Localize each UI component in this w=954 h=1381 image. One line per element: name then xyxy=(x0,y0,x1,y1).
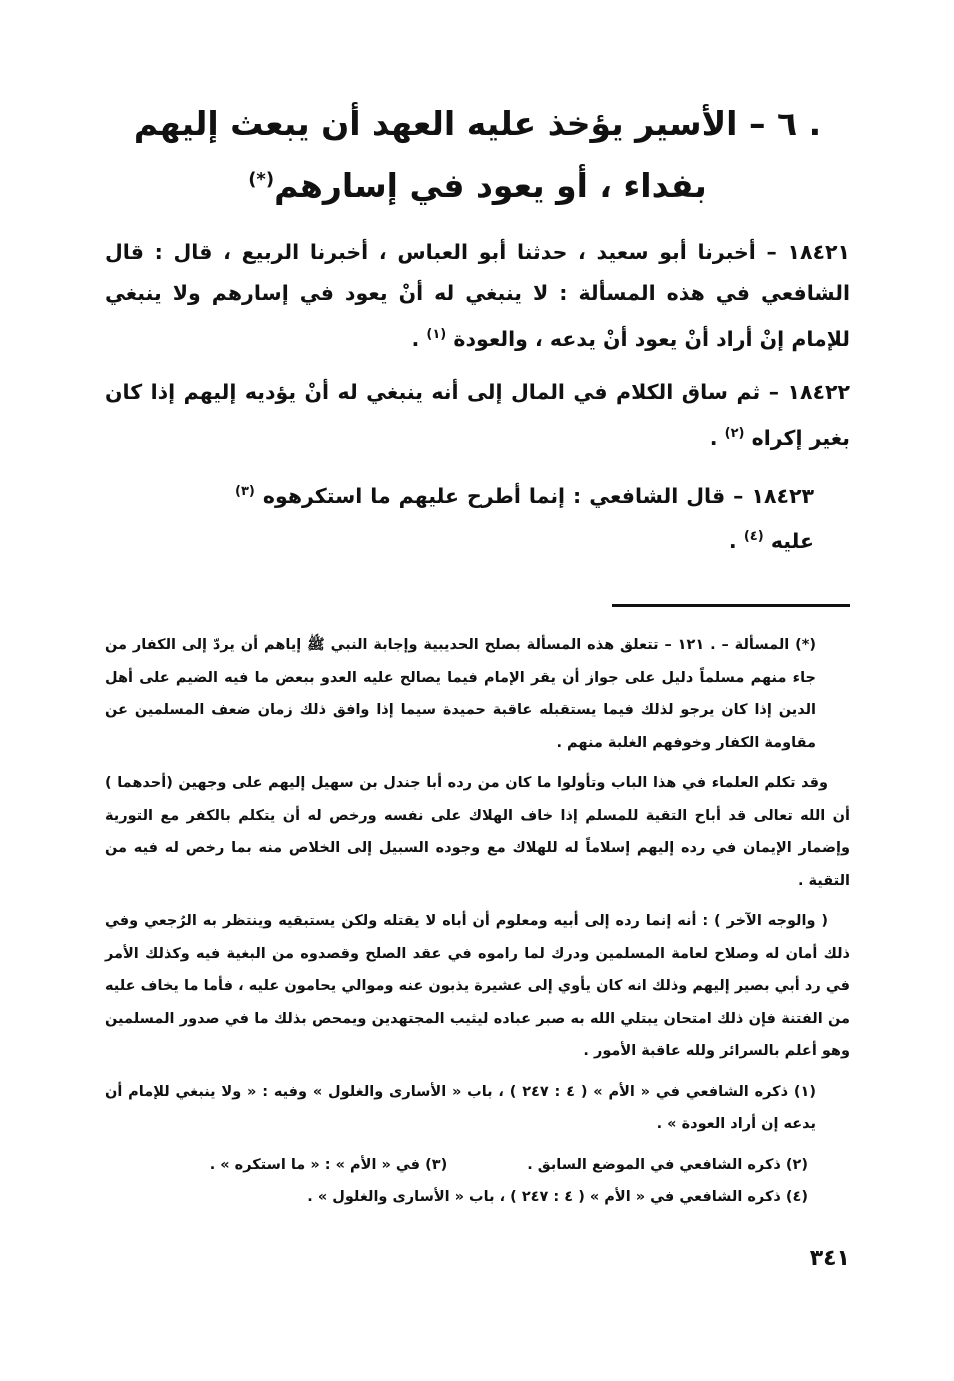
book-page xyxy=(105,96,850,1213)
paragraph-18422-text: ١٨٤٢٢ – ثم ساق الكلام في المال إلى أنه ينبغي له أنْ يؤديه إليهم إذا كان بغير إكراه xyxy=(105,379,850,450)
footnote-scholars-text: وقد تكلم العلماء في هذا الباب وتأولوا ما كان من رده أبا جندل بن سهيل إليهم على وجهين (أحدهما ) أن الله تعالى قد أباح التقية للمسلم إذا خاف الهلاك على نفسه ورخص له أن يتكلم بالكفر مع التورية وإضمار الإيمان في رده إليهم إسلاماً له للهلاك مع وجوده السبيل إلى الخلاص منه بما رخص له فيه من التقية . xyxy=(105,775,850,889)
footnote-2: (٢) ذكره الشافعي في الموضع السابق . xyxy=(527,1156,808,1173)
footnote-ref-1: (١) xyxy=(426,327,447,342)
footnote-star: (*) المسألة – . ١٢١ – تتعلق هذه المسألة بصلح الحديبية وإجابة النبي ﷺ إياهم أن يردّ إلى الكفار من جاء منهم مسلماً دليل على جواز أن يقر الإمام فيما يصالح عليه العدو ببعض ما فيه الضيم على أهل الدين إذا كان يرجو لذلك فيما يستقبله عاقبة حميدة سيما إذا وافق ذلك زمان ضعف المسلمين عن مقاومة الكفار وخوفهم الغلبة منهم . xyxy=(105,637,816,751)
paragraph-18423-text-2: عليه xyxy=(770,529,814,554)
footnote-4: (٤) ذكره الشافعي في « الأم » ( ٤ : ٢٤٧ ) ، باب « الأسارى والغلول » . xyxy=(307,1188,808,1205)
footnote-3: (٣) في « الأم » : « ما استكره » . xyxy=(209,1156,448,1173)
footnote-1: (١) ذكره الشافعي في « الأم » ( ٤ : ٢٤٧ ) ، باب « الأسارى والغلول » وفيه : « ولا ينبغي للإمام أن يدعه إن أراد العودة » . xyxy=(105,1083,816,1133)
footnote-second-view xyxy=(105,905,850,1068)
chapter-title xyxy=(105,96,850,214)
paragraph-18423 xyxy=(105,471,850,563)
paragraph-18421-text: ١٨٤٢١ – أخبرنا أبو سعيد ، حدثنا أبو العباس ، أخبرنا الربيع ، قال : قال الشافعي في هذه المسألة : لا ينبغي له أنْ يعود في إسارهم ولا ينبغي للإمام إنْ أراد أنْ يعود أنْ يدعه ، والعودة xyxy=(105,240,850,351)
footnote-separator xyxy=(612,604,850,607)
chapter-title-line-2 xyxy=(105,152,850,214)
footnote-2-3-row xyxy=(105,1149,850,1181)
footnote-second-view-text: ( والوجه الآخر ) : أنه إنما رده إلى أبيه ومعلوم أن أباه لا يقتله ولكن يستبقيه وينتظر به الرُجعي وفي ذلك أمان له وصلاح لعامة المسلمين ودرك لما راموه في عقد الصلح وقصدوه من البغية فيه وكذلك الأمر في رد أبي بصير إليهم وذلك انه كان يأوي إلى عشيرة يذبون عنه وموالي يحامون عليه ، فأما ما يخاف عليه من الفتنة فإن ذلك امتحان يبتلي الله به صبر عباده ليثيب المجتهدين ويمحص بذلك ما في صدور المسلمين وهو أعلم بالسرائر ولله عاقبة الأمور . xyxy=(105,913,850,1060)
footnote-scholars xyxy=(105,767,850,897)
paragraph-18423-end: . xyxy=(728,529,744,554)
paragraph-18421-end: . xyxy=(411,326,427,351)
paragraph-18422 xyxy=(105,372,850,459)
chapter-title-line-1: . ٦ – الأسير يؤخذ عليه العهد أن يبعث إليهم xyxy=(133,104,822,143)
page-number: ٣٤١ xyxy=(809,1246,850,1271)
paragraph-18422-end: . xyxy=(709,425,725,450)
paragraph-18421 xyxy=(105,232,850,360)
footnote-ref-2: (٢) xyxy=(724,425,745,441)
footnote-ref-3: (٣) xyxy=(235,483,255,499)
footnote-ref-4: (٤) xyxy=(743,529,764,545)
chapter-title-line-2-text: بفداء ، أو يعود في إسارهم xyxy=(274,166,707,205)
chapter-footnote-mark: (*) xyxy=(248,169,275,190)
paragraph-18423-text: ١٨٤٢٣ – قال الشافعي : إنما أطرح عليهم ما استكرهوه xyxy=(262,483,814,508)
